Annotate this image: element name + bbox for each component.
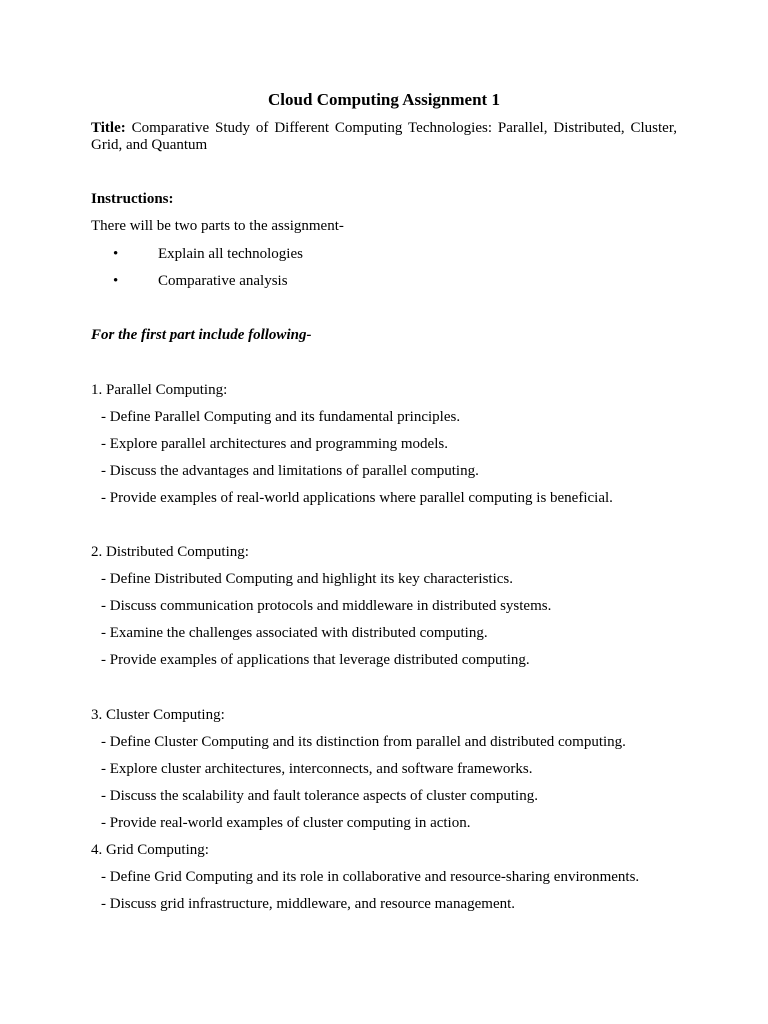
section-item: - Provide real-world examples of cluster computing in action. <box>101 815 471 831</box>
section-item: - Examine the challenges associated with distributed computing. <box>101 625 488 641</box>
section-item: - Define Parallel Computing and its fundamental principles. <box>101 409 461 425</box>
instructions-heading: Instructions: <box>91 191 174 207</box>
section-item: - Explore cluster architectures, interconnects, and software frameworks. <box>101 761 533 777</box>
section-item: - Define Grid Computing and its role in collaborative and resource-sharing environments. <box>101 869 640 885</box>
section-item: - Define Cluster Computing and its distinction from parallel and distributed computing. <box>101 734 626 750</box>
document-heading: Cloud Computing Assignment 1 <box>268 90 500 109</box>
section-item: - Define Distributed Computing and highlight its key characteristics. <box>101 571 513 587</box>
section-item: - Discuss communication protocols and middleware in distributed systems. <box>101 598 552 614</box>
first-part-heading: For the first part include following- <box>91 327 312 343</box>
section-item: - Explore parallel architectures and programming models. <box>101 436 448 452</box>
instructions-intro: There will be two parts to the assignment- <box>91 218 344 234</box>
section-item: - Provide examples of applications that leverage distributed computing. <box>101 652 530 668</box>
title-label: Title: <box>91 120 126 136</box>
section-item: - Discuss grid infrastructure, middleware, and resource management. <box>101 896 516 912</box>
section-heading-cluster: 3. Cluster Computing: <box>91 707 225 723</box>
section-item: - Discuss the advantages and limitations of parallel computing. <box>101 463 479 479</box>
bullet-item: Comparative analysis <box>158 273 288 289</box>
section-item: - Discuss the scalability and fault tolerance aspects of cluster computing. <box>101 788 538 804</box>
bullet-symbol: • <box>113 273 119 289</box>
section-heading-distributed: 2. Distributed Computing: <box>91 544 249 560</box>
bullet-symbol: • <box>113 246 119 262</box>
document-title <box>91 120 677 153</box>
bullet-item: Explain all technologies <box>158 246 303 262</box>
section-heading-grid: 4. Grid Computing: <box>91 842 209 858</box>
title-text: Comparative Study of Different Computing Technologies: Parallel, Distributed, Cluster, Grid, and Quantum <box>91 120 677 153</box>
section-heading-parallel: 1. Parallel Computing: <box>91 382 228 398</box>
section-item: - Provide examples of real-world applications where parallel computing is beneficial. <box>101 490 613 506</box>
